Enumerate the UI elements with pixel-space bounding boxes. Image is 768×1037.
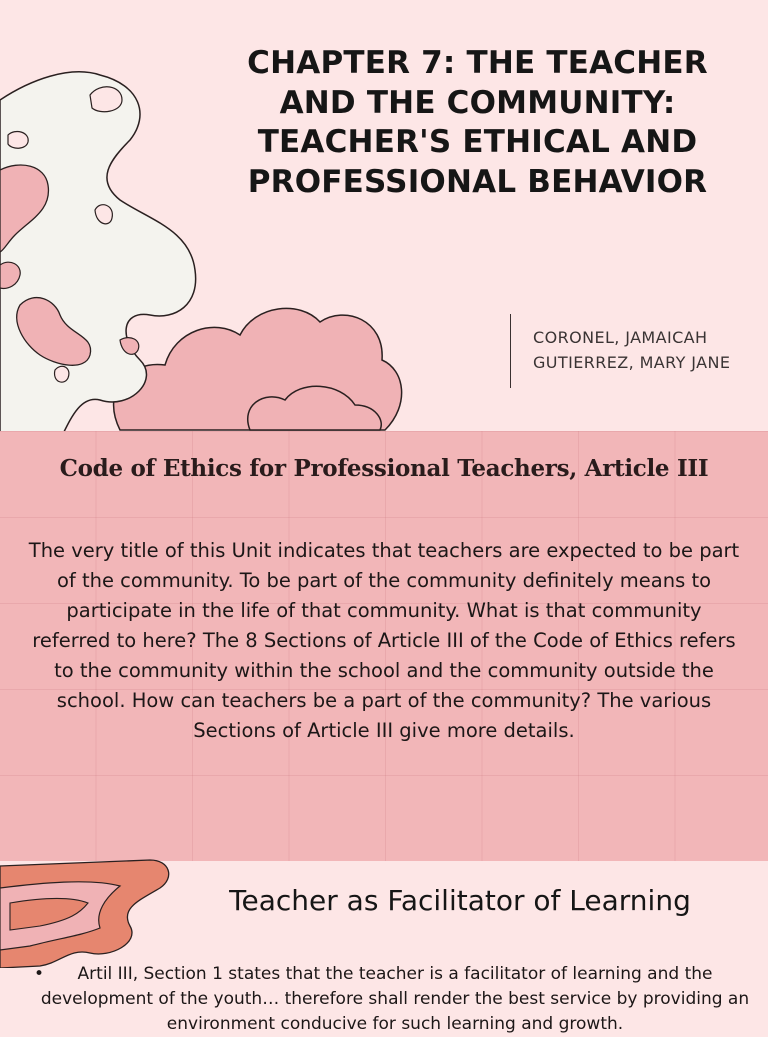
decorative-swirl-illustration <box>0 858 180 968</box>
author-name: CORONEL, JAMAICAH <box>533 328 708 347</box>
facilitator-bullet-list <box>30 962 760 1037</box>
chapter-title: CHAPTER 7: THE TEACHER AND THE COMMUNITY: TEACHER'S ETHICAL AND PROFESSIONAL BEHAVIOR <box>247 45 708 200</box>
code-of-ethics-heading: Code of Ethics for Professional Teachers, Article III <box>59 455 709 482</box>
facilitator-heading: Teacher as Facilitator of Learning <box>229 884 691 917</box>
code-of-ethics-panel <box>0 431 768 861</box>
list-item: • Artil III, Section 1 states that the teacher is a facilitator of learning and the development of the youth… therefore shall render the best service by providing an environment conducive for such learning and growth. <box>30 962 760 1037</box>
author-name: GUTIERREZ, MARY JANE <box>533 353 731 372</box>
code-of-ethics-body: The very title of this Unit indicates that teachers are expected to be part of the community. To be part of the community definitely means to participate in the life of that community. What is that community referred to here? The 8 Sections of Article III of the Code of Ethics refers to the community within the school and the community outside the school. How can teachers be a part of the community? The various Sections of Article III give more details. <box>28 539 740 742</box>
author-list <box>510 314 760 388</box>
